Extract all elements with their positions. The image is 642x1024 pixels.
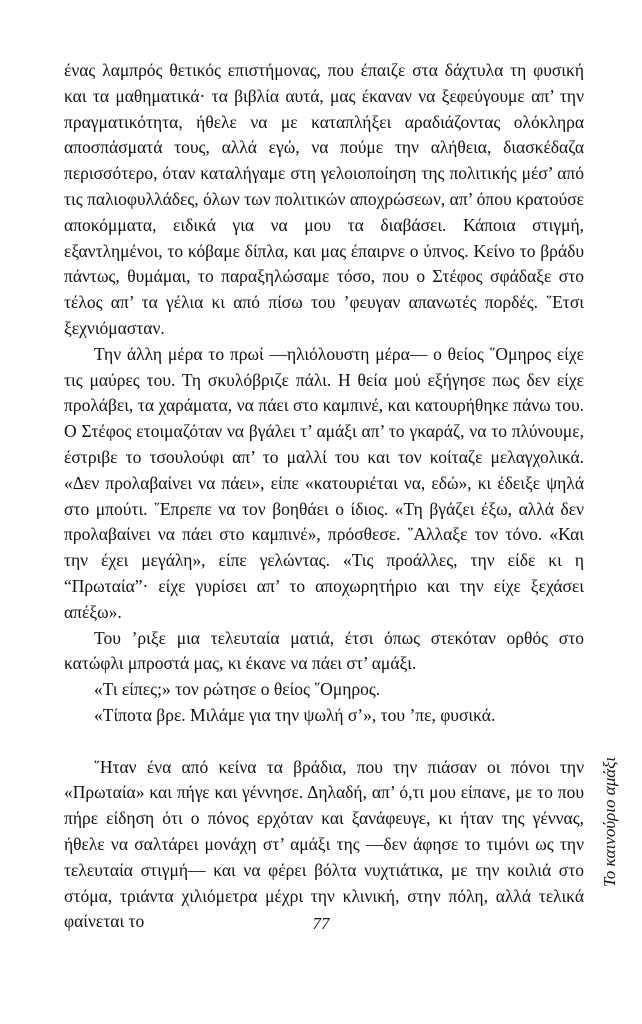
body-text xyxy=(64,58,584,935)
page-number: 77 xyxy=(312,914,330,933)
paragraph: Του ’ριξε μια τελευταία ματιά, έτσι όπως στεκόταν ορθός στο κατώφλι μπροστά μας, κι έκανε να πάει στ’ αμάξι. xyxy=(64,627,584,674)
paragraph: ῞Ηταν ένα από κείνα τα βράδια, που την πιάσαν οι πόνοι την «Πρωταία» και πήγε και γέννησε. Δηλαδή, απ’ ό,τι μου είπανε, με το που πήρε είδηση ότι ο πόνος ερχόταν και ξανάφευγε, κι ήταν της γέννας, ήθελε να σαλτάρει μονάχη στ’ αμάξι της —δεν άφησε το τιμόνι ως την τελευταία στιγμή— και να φέρει βόλτα νυχτιάτικα, με την κοιλιά στο στόμα, τριάντα χιλιόμετρα μέχρι την κλινική, στην πόλη, αλλά τελικά φαίνεται το xyxy=(64,756,584,932)
running-head-title: Το καινούριο αμάξι xyxy=(600,756,619,888)
running-head xyxy=(601,732,619,912)
paragraph: «Τίποτα βρε. Μιλάμε για την ψωλή σ’», του ’πε, φυσικά. xyxy=(94,704,496,725)
paragraph: ένας λαμπρός θετικός επιστήμονας, που έπαιζε στα δάχτυλα τη φυσική και τα μαθηματικά· τα βιβλία αυτά, μας έκαναν να ξεφεύγουμε απ’ την πραγματικότητα, ήθελε να με καταπλήξει αραδιάζοντας ολόκληρα αποσπάσματά τους, αλλά εγώ, να πούμε την αλήθεια, διασκέδαζα περισσότερο, όταν καταλήγαμε στη γελοιοποίηση της πολιτικής μέσ’ από τις παλιοφυλλάδες, όλων των πολιτικών αποχρώσεων, απ’ όπου κρατούσε αποκόμματα, ειδικά για να μου τα διαβάσει. Κάποια στιγμή, εξαντλημένοι, το κόβαμε δίπλα, και μας έπαιρνε ο ύπνος. Κείνο το βράδυ πάντως, θυμάμαι, το παραξηλώσαμε τόσο, που ο Στέφος σφάδαξε στο τέλος απ’ τα γέλια κι από πίσω του ’φευγαν απανωτές πορδές. ῞Ετσι ξεχνιόμασταν. xyxy=(64,60,584,338)
paragraph: Την άλλη μέρα το πρωί —ηλιόλουστη μέρα— ο θείος ῞Ομηρος είχε τις μαύρες του. Τη σκυλόβριζε πάλι. Η θεία μού εξήγησε πως δεν είχε προλάβει, τα χαράματα, να πάει στο καμπινέ, και κατουρήθηκε πάνω του. Ο Στέφος ετοιμαζόταν να βγάλει τ’ αμάξι απ’ το γκαράζ, να το πλύνουμε, έστριβε το τσουλούφι απ’ το μαλλί του και τον κοίταζε μελαγχολικά. «Δεν προλαβαίνει να πάει», είπε «κατουριέται να, εδώ», κι έδειξε ψηλά στο μπούτι. ῞Επρεπε να τον βοηθάει ο ίδιος. «Τη βγάζει έξω, αλλά δεν προλαβαίνει να πάει στο καμπινέ», πρόσθεσε. ῞Αλλαξε τον τόνο. «Και την έχει μεγάλη», είπε γελώντας. «Τις προάλλες, την είδε κι η “Πρωταία”· είχε γυρίσει απ’ το αποχωρητήριο και την είχε ξεχάσει απέξω». xyxy=(64,343,584,622)
paragraph: «Τι είπες;» τον ρώτησε ο θείος ῞Ομηρος. xyxy=(94,679,381,700)
